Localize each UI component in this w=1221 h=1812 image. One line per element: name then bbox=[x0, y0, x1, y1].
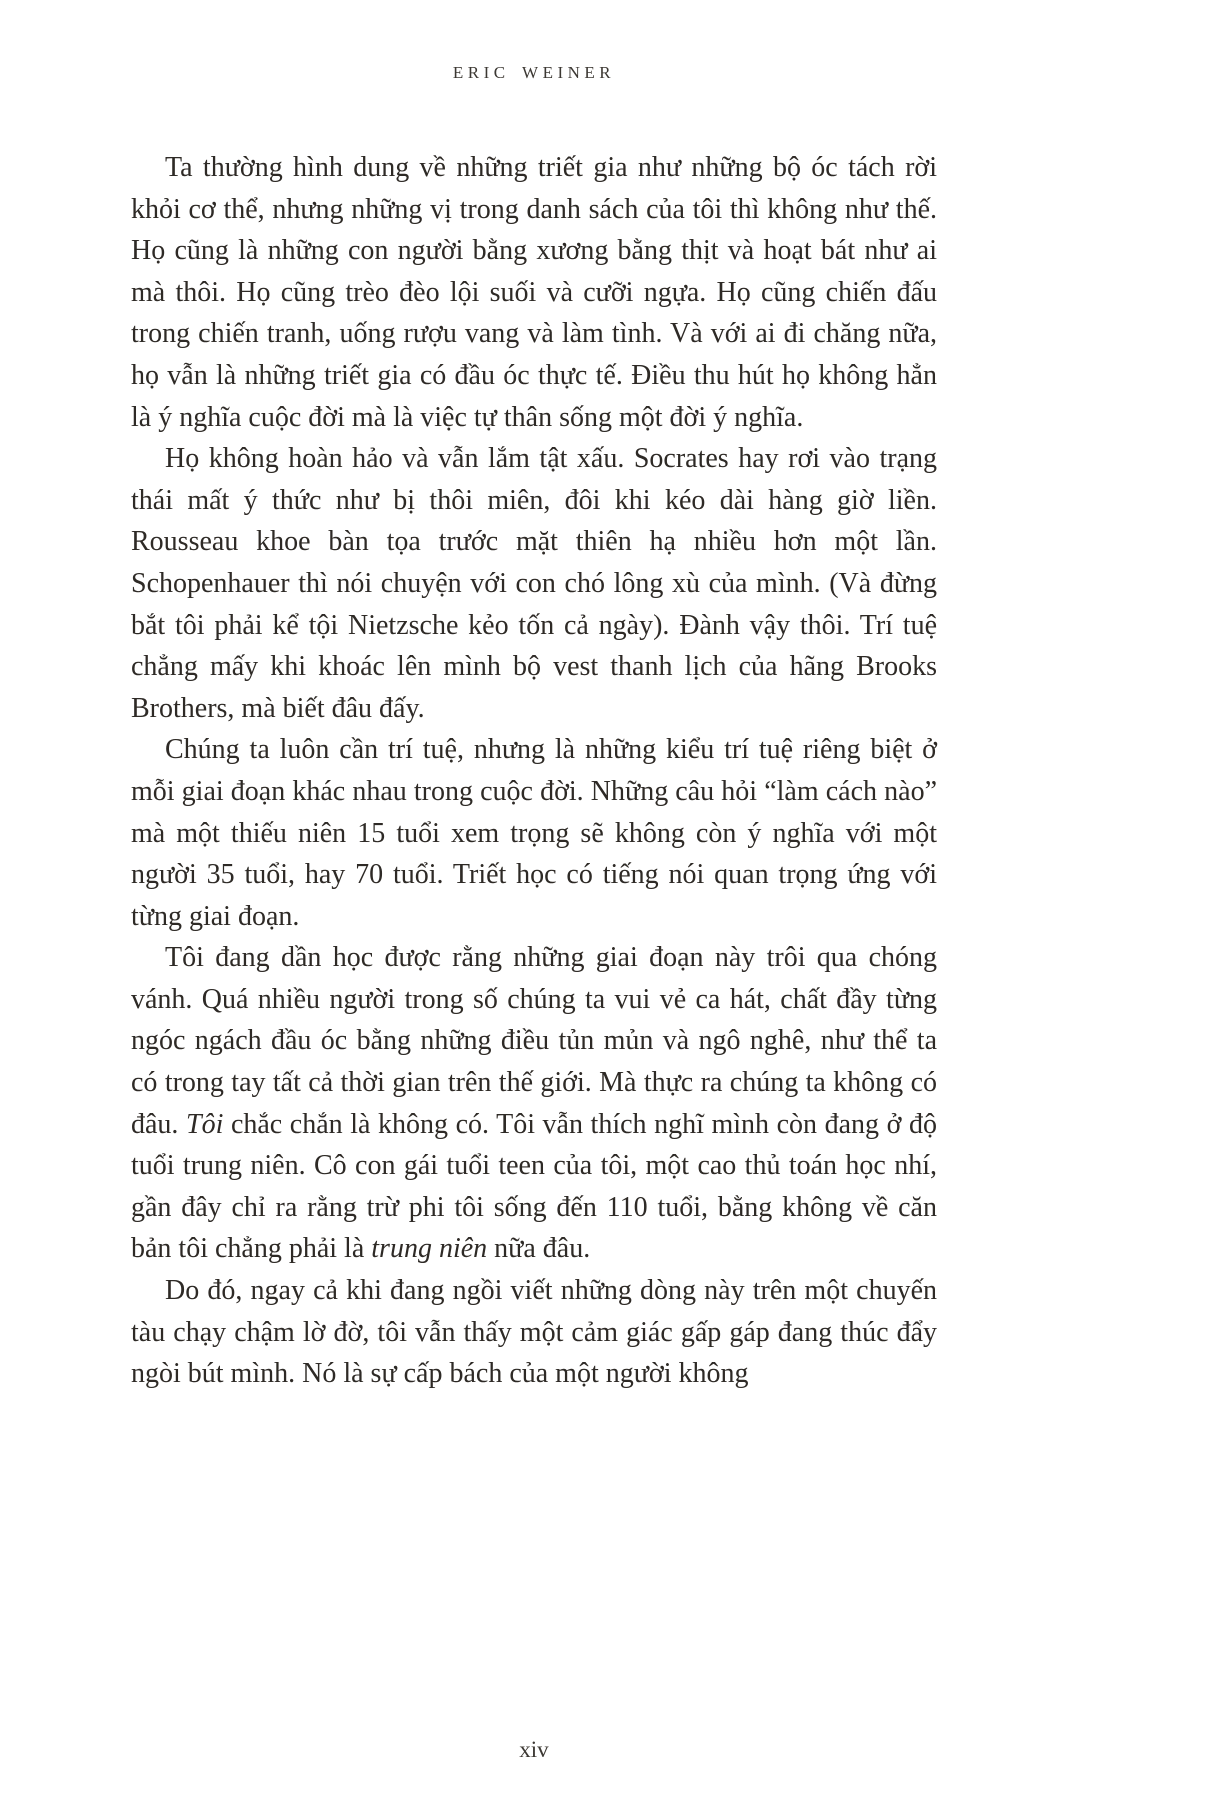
italic-text-run: Tôi bbox=[186, 1108, 224, 1140]
text-run: nữa đâu. bbox=[487, 1233, 591, 1265]
text-run: Tôi đang dần học được rằng những giai đoạn này trôi qua chóng vánh. Quá nhiều người trong số chúng ta vui vẻ ca hát, chất đầy từng ngóc ngách đầu óc bằng những điều tủn mủn và ngô nghê, như thể ta có trong tay tất cả thời gian trên thế giới. Mà thực ra chúng ta không có đâu. bbox=[131, 942, 937, 1140]
page-number: xiv bbox=[519, 1737, 549, 1762]
paragraph bbox=[131, 937, 937, 1270]
text-run: Do đó, ngay cả khi đang ngồi viết những dòng này trên một chuyến tàu chạy chậm lờ đờ, tôi vẫn thấy một cảm giác gấp gáp đang thúc đẩy ngòi bút mình. Nó là sự cấp bách của một người không bbox=[131, 1275, 937, 1390]
text-run: Chúng ta luôn cần trí tuệ, nhưng là những kiểu trí tuệ riêng biệt ở mỗi giai đoạn khác nhau trong cuộc đời. Những câu hỏi “làm cách nào” mà một thiếu niên 15 tuổi xem trọng sẽ không còn ý nghĩa với một người 35 tuổi, hay 70 tuổi. Triết học có tiếng nói quan trọng ứng với từng giai đoạn. bbox=[131, 734, 937, 932]
text-run: Họ không hoàn hảo và vẫn lắm tật xấu. Socrates hay rơi vào trạng thái mất ý thức như bị thôi miên, đôi khi kéo dài hàng giờ liền. Rousseau khoe bàn tọa trước mặt thiên hạ nhiều hơn một lần. Schopenhauer thì nói chuyện với con chó lông xù của mình. (Và đừng bắt tôi phải kể tội Nietzsche kẻo tốn cả ngày). Đành vậy thôi. Trí tuệ chẳng mấy khi khoác lên mình bộ vest thanh lịch của hãng Brooks Brothers, mà biết đâu đấy. bbox=[131, 443, 937, 724]
text-run: chắc chắn là không có. Tôi vẫn thích nghĩ mình còn đang ở độ tuổi trung niên. Cô con gái tuổi teen của tôi, một cao thủ toán học nhí, gần đây chỉ ra rằng trừ phi tôi sống đến 110 tuổi, bằng không về căn bản tôi chẳng phải là bbox=[131, 1108, 937, 1265]
text-column bbox=[131, 0, 937, 1812]
paragraph bbox=[131, 729, 937, 937]
body-text bbox=[131, 147, 937, 1395]
paragraph bbox=[131, 438, 937, 729]
italic-text-run: trung niên bbox=[371, 1233, 488, 1265]
text-run: Ta thường hình dung về những triết gia như những bộ óc tách rời khỏi cơ thể, nhưng những vị trong danh sách của tôi thì không như thế. Họ cũng là những con người bằng xương bằng thịt và hoạt bát như ai mà thôi. Họ cũng trèo đèo lội suối và cưỡi ngựa. Họ cũng chiến đấu trong chiến tranh, uống rượu vang và làm tình. Và với ai đi chăng nữa, họ vẫn là những triết gia có đầu óc thực tế. Điều thu hút họ không hẳn là ý nghĩa cuộc đời mà là việc tự thân sống một đời ý nghĩa. bbox=[131, 152, 937, 433]
running-header: ERIC WEINER bbox=[452, 63, 616, 82]
paragraph bbox=[131, 1270, 937, 1395]
paragraph bbox=[131, 147, 937, 438]
